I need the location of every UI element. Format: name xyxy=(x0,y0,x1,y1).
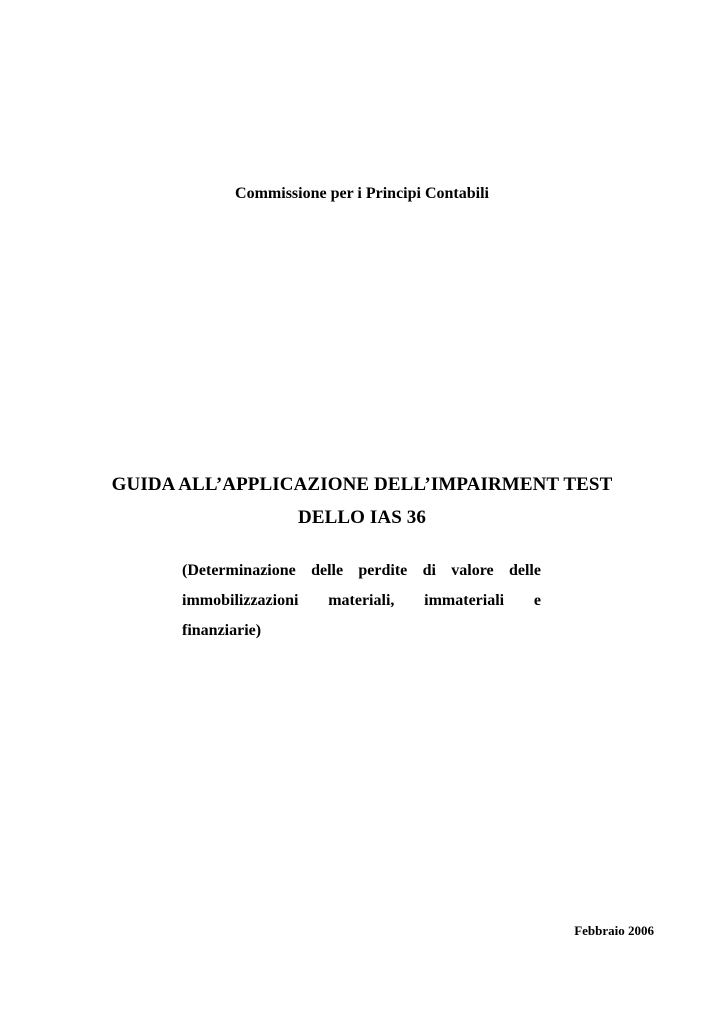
subtitle-word: immobilizzazioni xyxy=(182,592,299,609)
subtitle-word: perdite xyxy=(358,562,408,579)
subtitle-word: e xyxy=(533,592,541,609)
subtitle-word: finanziarie) xyxy=(182,622,262,639)
subtitle-word: valore xyxy=(451,562,494,579)
document-subtitle xyxy=(182,556,541,646)
subtitle-word: immateriali xyxy=(424,592,505,609)
subtitle-word: di xyxy=(422,562,436,579)
publication-date: Febbraio 2006 xyxy=(574,923,654,938)
subtitle-line-2 xyxy=(182,586,541,616)
subtitle-word: materiali, xyxy=(328,592,395,609)
title-line-1: GUIDA ALL’APPLICAZIONE DELL’IMPAIRMENT TEST xyxy=(111,474,613,495)
document-title xyxy=(60,468,664,534)
subtitle-word: (Determinazione xyxy=(182,562,296,579)
subtitle-word: delle xyxy=(311,562,344,579)
title-line-2: DELLO IAS 36 xyxy=(298,507,426,528)
subtitle-line-3 xyxy=(182,616,541,646)
organization-name: Commissione per i Principi Contabili xyxy=(235,185,489,202)
subtitle-line-1 xyxy=(182,556,541,586)
subtitle-word: delle xyxy=(508,562,541,579)
